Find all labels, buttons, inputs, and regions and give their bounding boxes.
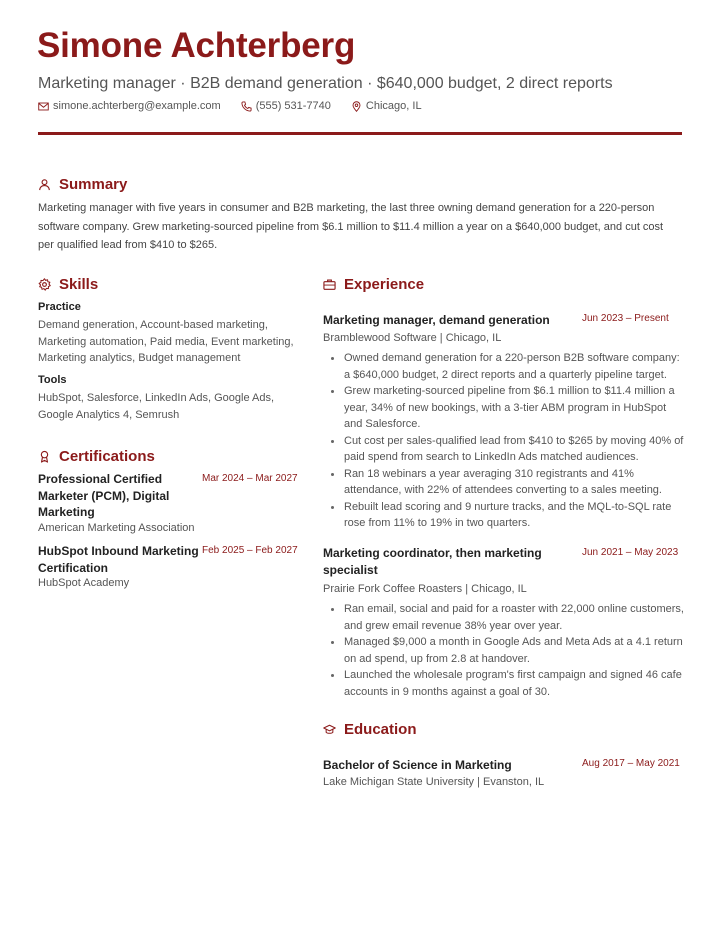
- bullet-item: Managed $9,000 a month in Google Ads and Meta Ads at a 4.1 return on ad spend, up from 2.8 at handover.: [323, 634, 685, 667]
- headline: Marketing manager · B2B demand generation · $640,000 budget, 2 direct reports: [38, 75, 613, 92]
- school-name: Lake Michigan State University | Evanston, IL: [323, 776, 545, 788]
- certification-title: Professional Certified Marketer (PCM), Digital Marketing: [38, 472, 170, 519]
- person-icon: [38, 178, 51, 191]
- bullet-item: Rebuilt lead scoring and 9 nurture tracks, and the MQL-to-SQL rate rose from 11% to 19% in two quarters.: [323, 499, 685, 532]
- degree-title: Bachelor of Science in Marketing: [323, 758, 512, 772]
- job-dates: Jun 2023 – Present: [582, 313, 669, 324]
- contact-location: [351, 100, 422, 112]
- job-dates: Jun 2021 – May 2023: [582, 547, 679, 558]
- header-divider: [38, 132, 682, 135]
- phone-icon: [241, 101, 252, 112]
- location-text: Chicago, IL: [365, 100, 422, 112]
- bullet-item: Ran 18 webinars a year averaging 310 registrants and 41% attendance, with 22% of attendees converting to a sales meeting.: [323, 466, 685, 499]
- graduation-cap-icon: [323, 723, 336, 736]
- certifications-heading: [38, 448, 155, 465]
- certification-issuer: American Marketing Association: [38, 522, 195, 534]
- education-heading: [323, 721, 417, 738]
- skills-heading: [38, 276, 98, 293]
- bullet-item: Owned demand generation for a 220-person B2B software company: a $640,000 budget, 2 direct reports and a quarterly pipeline target.: [323, 350, 685, 383]
- envelope-icon: [38, 101, 49, 112]
- email-text: simone.achterberg@example.com: [53, 100, 221, 112]
- candidate-name: Simone Achterberg: [37, 26, 356, 65]
- summary-heading-label: Summary: [59, 176, 128, 193]
- award-ribbon-icon: [38, 450, 51, 463]
- job-title: Marketing coordinator, then marketing specialist: [323, 546, 542, 577]
- contact-phone[interactable]: [241, 100, 331, 112]
- skill-group-label: Tools: [38, 374, 67, 386]
- summary-text: Marketing manager with five years in consumer and B2B marketing, the last three owning demand generation for a 220-person software company. Grew marketing-sourced pipeline from $6.1 million to $11.4 million a year on a $640,000 budget, and cut cost per qualified lead from $410 to $265.: [38, 202, 664, 251]
- experience-heading-label: Experience: [344, 276, 425, 293]
- map-pin-icon: [351, 101, 362, 112]
- job-organization: Prairie Fork Coffee Roasters | Chicago, IL: [323, 583, 527, 595]
- bullet-item: Launched the wholesale program's first campaign and signed 46 cafe accounts in 9 months against a goal of 30.: [323, 667, 685, 700]
- job-bullets: [323, 350, 685, 532]
- education-heading-label: Education: [344, 721, 417, 738]
- phone-text: (555) 531-7740: [255, 100, 331, 112]
- gear-icon: [38, 278, 51, 291]
- experience-heading: [323, 276, 424, 293]
- contact-email[interactable]: [38, 100, 221, 112]
- job-organization: Bramblewood Software | Chicago, IL: [323, 332, 502, 344]
- skill-group-text: Demand generation, Account-based marketing, Marketing automation, Paid media, Event marketing, Marketing analytics, Budget management: [38, 319, 294, 364]
- skill-group-text: HubSpot, Salesforce, LinkedIn Ads, Google Ads, Google Analytics 4, Semrush: [38, 392, 275, 421]
- education-dates: Aug 2017 – May 2021: [582, 758, 680, 769]
- bullet-item: Grew marketing-sourced pipeline from $6.1 million to $11.4 million a year, 34% of new bookings, with a 3-tier ABM program in HubSpot and Salesforce.: [323, 383, 685, 433]
- contact-row: [38, 100, 442, 112]
- skills-heading-label: Skills: [59, 276, 99, 293]
- certification-dates: Mar 2024 – Mar 2027: [202, 473, 298, 484]
- briefcase-icon: [323, 278, 336, 291]
- summary-heading: [38, 176, 127, 193]
- certification-issuer: HubSpot Academy: [38, 577, 130, 589]
- certification-title: HubSpot Inbound Marketing Certification: [38, 544, 199, 575]
- job-title: Marketing manager, demand generation: [323, 313, 550, 327]
- certifications-heading-label: Certifications: [59, 448, 155, 465]
- bullet-item: Cut cost per sales-qualified lead from $410 to $265 by moving 40% of paid spend from search to LinkedIn Ads matched audiences.: [323, 433, 685, 466]
- skill-group-label: Practice: [38, 301, 81, 313]
- job-bullets: [323, 601, 685, 700]
- certification-dates: Feb 2025 – Feb 2027: [202, 545, 298, 556]
- bullet-item: Ran email, social and paid for a roaster with 22,000 online customers, and grew email revenue 38% year over year.: [323, 601, 685, 634]
